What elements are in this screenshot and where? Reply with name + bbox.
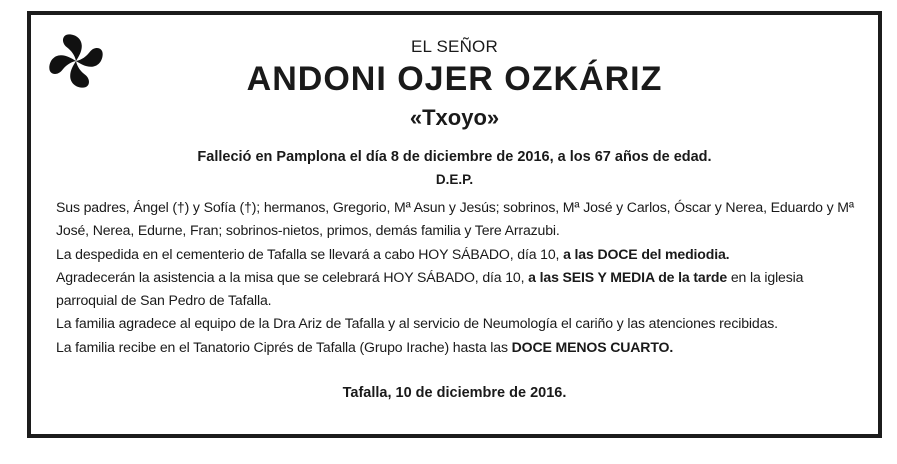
place-date: Tafalla, 10 de diciembre de 2016.: [342, 385, 567, 401]
rip-text: D.E.P.: [435, 172, 474, 187]
family-paragraph: Sus padres, Ángel (†) y Sofía (†); hermanos, Gregorio, Mª Asun y Jesús; sobrinos, Mª José y Carlos, Óscar y Nerea, Eduardo y Mª José, Nerea, Edurne, Fran; sobrinos-nietos, primos, demás familia y Tere Arrazubi.: [56, 199, 854, 239]
mass-text: Agradecerán la asistencia a la misa que se celebrará HOY SÁBADO, día 10,: [56, 268, 529, 285]
burial-time: a las DOCE del mediodia.: [563, 245, 730, 262]
obituary-frame: [27, 11, 882, 438]
death-statement: Falleció en Pamplona el día 8 de diciembre de 2016, a los 67 años de edad.: [197, 149, 712, 165]
wake-time: DOCE MENOS CUARTO.: [511, 338, 674, 355]
honorific: EL SEÑOR: [411, 37, 498, 56]
wake-text: La familia recibe en el Tanatorio Ciprés de Tafalla (Grupo Irache) hasta las: [56, 338, 512, 355]
deceased-name: ANDONI OJER OZKÁRIZ: [246, 60, 663, 98]
nickname: «Txoyo»: [409, 105, 500, 130]
burial-paragraph: [56, 243, 858, 266]
wake-paragraph: [56, 336, 858, 359]
thanks-paragraph: La familia agradece al equipo de la Dra Ariz de Tafalla y al servicio de Neumología el cariño y las atenciones recibidas.: [56, 315, 778, 332]
notice-body: [56, 196, 858, 359]
mass-location: en la iglesia parroquial de San Pedro de Tafalla.: [56, 268, 804, 309]
burial-text: La despedida en el cementerio de Tafalla se llevará a cabo HOY SÁBADO, día 10,: [56, 245, 564, 262]
mass-time: a las SEIS Y MEDIA de la tarde: [528, 268, 728, 285]
mass-paragraph: [56, 266, 858, 313]
